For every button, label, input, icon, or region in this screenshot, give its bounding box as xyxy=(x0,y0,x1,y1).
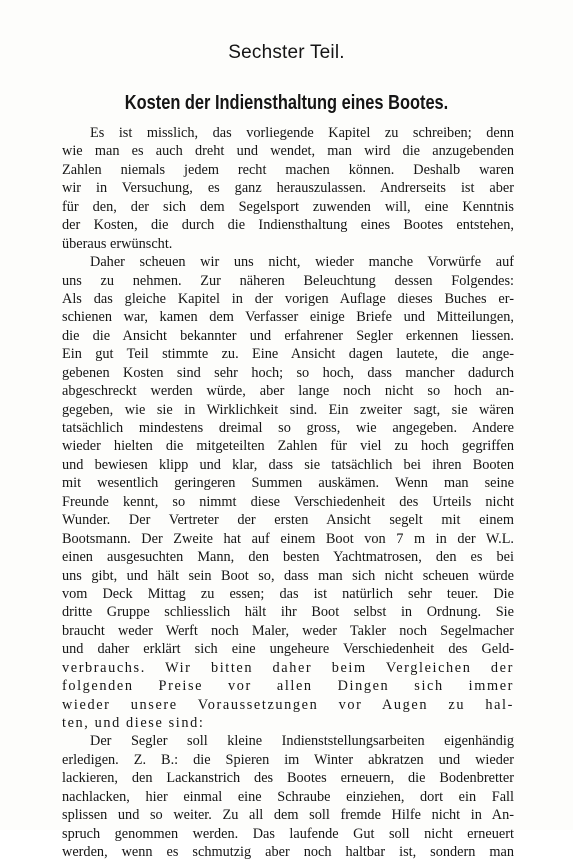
text-line: überaus erwünscht. xyxy=(62,235,173,252)
text-line: vom Deck Mittag zu essen; das ist natürlich sehr teuer. Die xyxy=(62,585,514,602)
text-line: werden, wenn es schmutzig aber noch haltbar ist, sondern man xyxy=(62,844,514,861)
text-line: Ein gut Teil stimmte zu. Eine Ansicht dagen lautete, die ange- xyxy=(62,346,514,363)
text-line: der Kosten, die durch die Indiensthaltung eines Bootes entstehen, xyxy=(62,217,514,234)
text-line: Daher scheuen wir uns nicht, wieder manche Vorwürfe auf xyxy=(90,254,514,271)
text-line: ten, und diese sind: xyxy=(62,715,205,731)
text-line: gebenen Kosten sind sehr hoch; so hoch, dass mancher dadurch xyxy=(62,364,514,381)
text-line: einen ausgesuchten Mann, den besten Yachtmatrosen, den es bei xyxy=(62,549,514,566)
text-line: schienen war, kamen dem Verfasser einige Briefe und Mitteilungen, xyxy=(62,309,514,326)
text-line: Zahlen niemals jedem recht machen können. Deshalb waren xyxy=(62,161,514,178)
text-line: abgeschreckt werden würde, aber lange noch nicht so hoch an- xyxy=(62,383,514,400)
text-line: mit wesentlich geringeren Summen auskämen. Wenn man seine xyxy=(62,475,514,492)
text-line: nachlacken, hier einmal eine Schraube einziehen, dort ein Fall xyxy=(62,788,514,805)
text-line: wieder hielten die mitgeteilten Zahlen für viel zu hoch gegriffen xyxy=(62,438,514,455)
text-line: Freunde kennt, so nimmt diese Verschiedenheit des Urteils nicht xyxy=(62,493,514,510)
text-line: verbrauchs. Wir bitten daher beim Vergleichen der xyxy=(62,659,514,676)
chapter-title: Kosten der Indiensthaltung eines Bootes. xyxy=(124,92,449,114)
text-line: braucht weder Werft noch Maler, weder Takler noch Segelmacher xyxy=(62,622,514,639)
text-line: lackieren, den Lackanstrich des Bootes erneuern, die Bodenbretter xyxy=(62,770,514,787)
text-line: und daher erklärt sich eine ungeheure Verschiedenheit des Geld- xyxy=(62,641,514,658)
text-line: Als das gleiche Kapitel in der vorigen Auflage dieses Buches er- xyxy=(62,290,514,307)
text-line: uns zu nehmen. Zur näheren Beleuchtung dessen Folgendes: xyxy=(62,272,514,289)
text-line: wieder unsere Voraussetzungen vor Augen zu hal- xyxy=(62,696,514,713)
text-line: wie man es auch dreht und wendet, man wird die anzugebenden xyxy=(62,143,514,160)
text-line: Wunder. Der Vertreter der ersten Ansicht segelt mit einem xyxy=(62,512,514,529)
text-line: Bootsmann. Der Zweite hat auf einem Boot von 7 m in der W.L. xyxy=(62,530,514,547)
text-line: splissen und so weiter. Zu all dem soll fremde Hilfe nicht in An- xyxy=(62,807,514,824)
text-line: tatsächlich mindestens dreimal so gross, wie angegeben. Andere xyxy=(62,420,514,436)
text-line: die die Ansicht bekannter und erfahrener Segler erkennen liessen. xyxy=(62,327,514,344)
text-line: für den, der sich dem Segelsport zuwenden will, eine Kenntnis xyxy=(62,198,514,215)
text-line: Es ist misslich, das vorliegende Kapitel zu schreiben; denn xyxy=(90,125,514,141)
text-line: gegeben, wie sie in Wirklichkeit sind. Ein zweiter sagt, sie wären xyxy=(62,401,514,418)
text-line: dritte Gruppe schliesslich hält ihr Boot selbst in Ordnung. Sie xyxy=(62,604,514,621)
text-line: spruch genommen werden. Das laufende Gut soll nicht erneuert xyxy=(62,825,514,842)
text-line: uns gibt, und hält sein Boot so, dass man sich nicht scheuen würde xyxy=(62,567,514,584)
text-line: erledigen. Z. B.: die Spieren im Winter abkratzen und wieder xyxy=(62,751,514,768)
text-line: wir in Versuchung, es ganz herauszulassen. Andrerseits ist aber xyxy=(62,180,514,197)
part-heading: Sechster Teil. xyxy=(228,42,345,63)
text-line: Der Segler soll kleine Indienststellungsarbeiten eigenhändig xyxy=(90,733,514,750)
text-line: folgenden Preise vor allen Dingen sich immer xyxy=(62,678,514,695)
body-text xyxy=(62,124,514,862)
text-line: und bewiesen klipp und klar, dass sie tatsächlich bei ihren Booten xyxy=(62,456,514,473)
